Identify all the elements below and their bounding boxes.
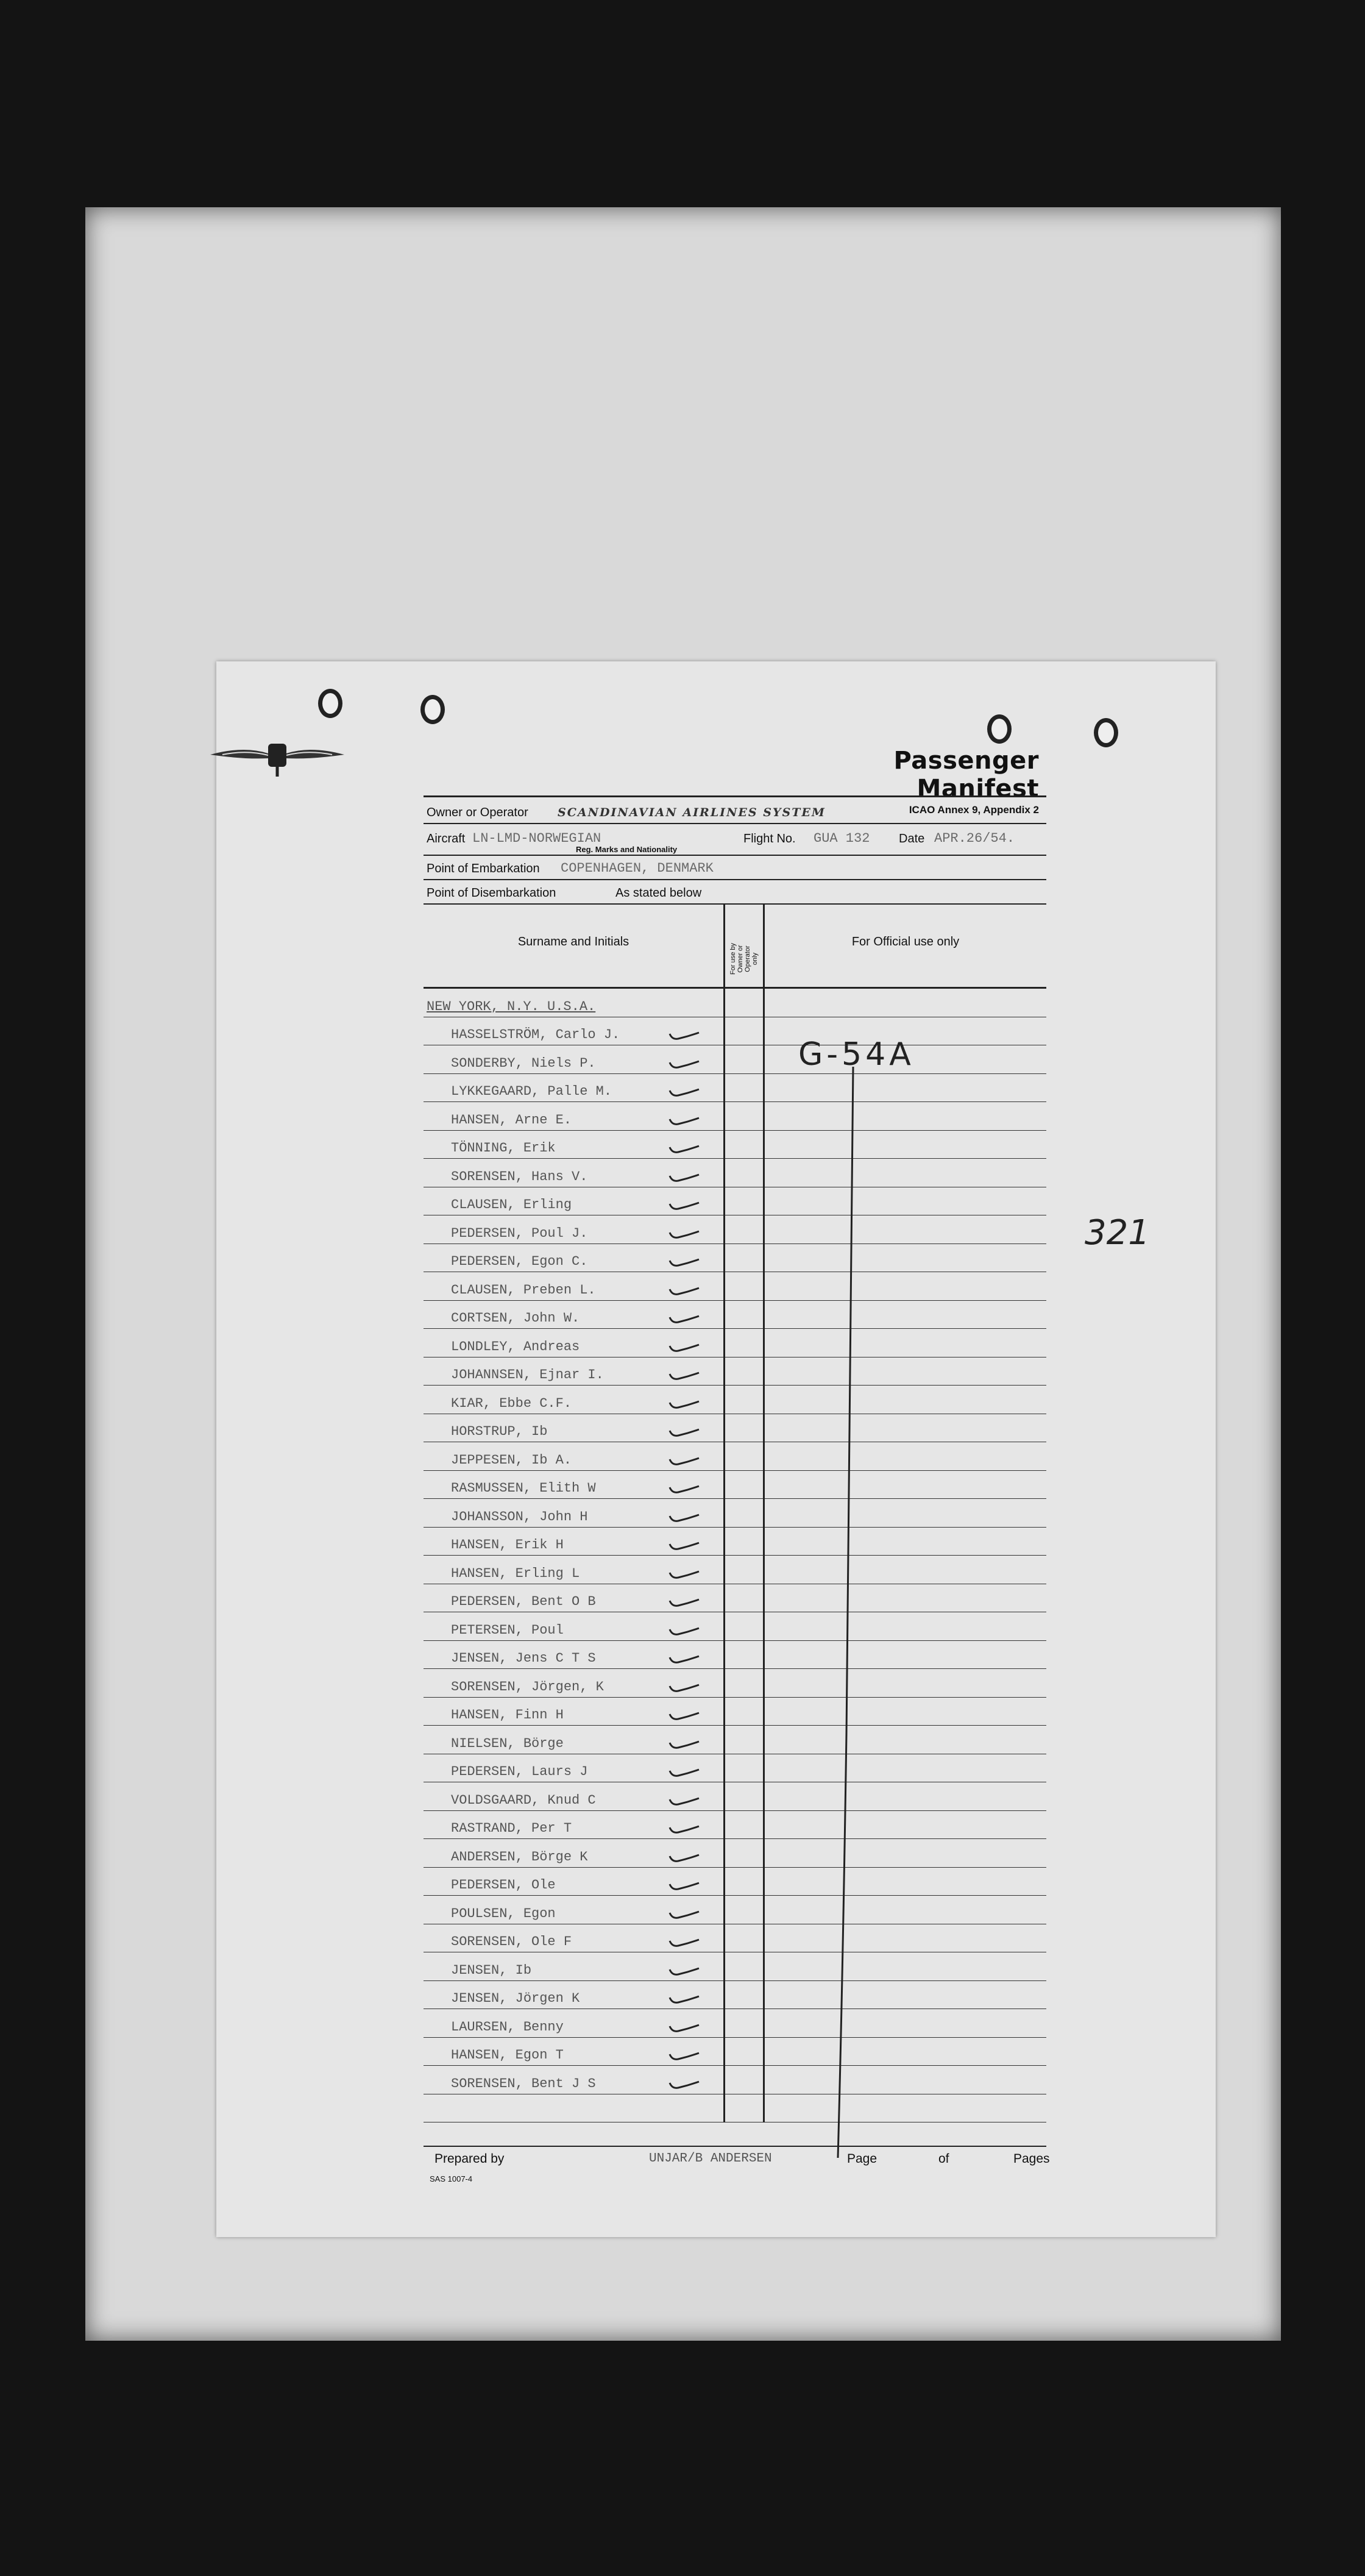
table-row [424, 1414, 1046, 1443]
passenger-name: CORTSEN, John W. [451, 1311, 580, 1326]
table-row [424, 1698, 1046, 1726]
passenger-name: JOHANSSON, John H [451, 1509, 588, 1525]
table-row [424, 1839, 1046, 1868]
table-row [424, 1669, 1046, 1698]
passenger-name: HANSEN, Finn H [451, 1707, 564, 1723]
passenger-name: TÖNNING, Erik [451, 1140, 556, 1156]
date-value: APR.26/54. [934, 831, 1015, 846]
checkmark-icon [667, 1115, 701, 1126]
checkmark-icon [667, 1597, 701, 1608]
table-row [424, 1357, 1046, 1386]
checkmark-icon [667, 1654, 701, 1665]
table-row [424, 1896, 1046, 1924]
handwritten-vertical-line [832, 1064, 868, 2161]
column-headers [424, 905, 1046, 989]
table-row [424, 1102, 1046, 1131]
embark-label: Point of Embarkation [427, 862, 540, 875]
owner-value: SCANDINAVIAN AIRLINES SYSTEM [558, 806, 826, 819]
checkmark-icon [667, 1569, 701, 1580]
table-row [424, 1131, 1046, 1159]
checkmark-icon [667, 2051, 701, 2062]
table-row [424, 1442, 1046, 1471]
passenger-name: PEDERSEN, Poul J. [451, 1225, 588, 1241]
passenger-table [424, 989, 1046, 2122]
checkmark-icon [667, 1484, 701, 1495]
table-row [424, 1017, 1046, 1046]
checkmark-icon [667, 2079, 701, 2090]
passenger-name: SORENSEN, Bent J S [451, 2076, 596, 2091]
passenger-name: ANDERSEN, Börge K [451, 1849, 588, 1865]
passenger-name: HANSEN, Erik H [451, 1537, 564, 1553]
punch-hole [987, 714, 1012, 744]
passenger-name: PEDERSEN, Laurs J [451, 1764, 588, 1779]
page-subtitle: ICAO Annex 9, Appendix 2 [909, 804, 1039, 816]
checkmark-icon [667, 1626, 701, 1637]
passenger-name: JENSEN, Jens C T S [451, 1651, 596, 1666]
passenger-name: JENSEN, Ib [451, 1962, 532, 1978]
aircraft-row [424, 824, 1046, 856]
table-row [424, 1612, 1046, 1641]
owner-label: Owner or Operator [427, 806, 528, 819]
table-row [424, 1811, 1046, 1840]
punch-hole [318, 689, 342, 718]
checkmark-icon [667, 1852, 701, 1863]
disembark-label: Point of Disembarkation [427, 886, 556, 900]
checkmark-icon [667, 1144, 701, 1155]
passenger-name: JOHANNSEN, Ejnar I. [451, 1367, 604, 1382]
passenger-name: HANSEN, Erling L [451, 1565, 580, 1581]
passenger-name: HORSTRUP, Ib [451, 1424, 548, 1439]
table-row [424, 1641, 1046, 1670]
table-row [424, 1187, 1046, 1216]
passenger-name: SONDERBY, Niels P. [451, 1055, 596, 1071]
column-divider [723, 905, 725, 987]
checkmark-icon [667, 1370, 701, 1381]
passenger-name: SORENSEN, Jörgen, K [451, 1679, 604, 1695]
of-label: of [938, 2152, 949, 2166]
passenger-name: PEDERSEN, Bent O B [451, 1594, 596, 1609]
pages-label: Pages [1013, 2152, 1050, 2166]
passenger-name: SORENSEN, Hans V. [451, 1169, 588, 1184]
passenger-name: HANSEN, Arne E. [451, 1112, 572, 1128]
airline-logo-icon [207, 730, 347, 782]
checkmark-icon [667, 2023, 701, 2033]
checkmark-icon [667, 1456, 701, 1467]
form-code: SAS 1007-4 [430, 2174, 473, 2183]
checkmark-icon [667, 1824, 701, 1835]
table-row [424, 1952, 1046, 1981]
passenger-name: PEDERSEN, Egon C. [451, 1254, 588, 1269]
passenger-name: RASMUSSEN, Elith W [451, 1481, 596, 1496]
margin-handwritten-number: 321 [1085, 1213, 1150, 1253]
checkmark-icon [667, 1286, 701, 1297]
prepared-label: Prepared by [434, 2152, 505, 2166]
column-divider [763, 989, 765, 2122]
table-row [424, 1726, 1046, 1754]
checkmark-icon [667, 1796, 701, 1807]
table-row [424, 1782, 1046, 1811]
table-row [424, 1556, 1046, 1584]
passenger-name: LAURSEN, Benny [451, 2019, 564, 2035]
checkmark-icon [667, 1229, 701, 1240]
punch-hole [1094, 718, 1118, 747]
flight-value: GUA 132 [814, 831, 870, 846]
checkmark-icon [667, 1909, 701, 1920]
official-handwritten-note: G-54A [798, 1036, 915, 1073]
punch-hole [420, 695, 445, 724]
checkmark-icon [667, 1540, 701, 1551]
checkmark-icon [667, 1030, 701, 1041]
flight-label: Flight No. [743, 832, 796, 845]
aircraft-sublabel: Reg. Marks and Nationality [576, 845, 678, 854]
table-row [424, 1528, 1046, 1556]
passenger-name: RASTRAND, Per T [451, 1821, 572, 1836]
table-row [424, 1386, 1046, 1414]
table-row [424, 1272, 1046, 1301]
table-row [424, 2009, 1046, 2038]
checkmark-icon [667, 1512, 701, 1523]
checkmark-icon [667, 1200, 701, 1211]
table-row [424, 1868, 1046, 1896]
table-row [424, 1981, 1046, 2010]
checkmark-icon [667, 1059, 701, 1070]
disembark-row [424, 880, 1046, 905]
passenger-name: CLAUSEN, Preben L. [451, 1282, 596, 1298]
passenger-name: LYKKEGAARD, Palle M. [451, 1084, 612, 1099]
checkmark-icon [667, 1994, 701, 2005]
passenger-name: PETERSEN, Poul [451, 1622, 564, 1638]
table-row [424, 1045, 1046, 1074]
passenger-name: PEDERSEN, Ole [451, 1877, 556, 1893]
table-row [424, 1244, 1046, 1273]
page-label: Page [847, 2152, 878, 2166]
embark-value: COPENHAGEN, DENMARK [561, 861, 714, 876]
table-row [424, 1159, 1046, 1187]
passenger-name: KIAR, Ebbe C.F. [451, 1395, 572, 1411]
table-row [424, 1074, 1046, 1103]
footer [424, 2146, 1050, 2183]
table-row [424, 1584, 1046, 1613]
table-row [424, 1754, 1046, 1783]
checkmark-icon [667, 1087, 701, 1098]
passenger-name: POULSEN, Egon [451, 1905, 556, 1921]
table-row [424, 2066, 1046, 2094]
checkmark-icon [667, 1172, 701, 1183]
table-row [424, 1471, 1046, 1500]
checkmark-icon [667, 1880, 701, 1891]
manifest-form [424, 795, 1046, 2122]
destination-text: NEW YORK, N.Y. U.S.A. [427, 998, 596, 1014]
destination-row [424, 989, 1046, 1017]
checkmark-icon [667, 1937, 701, 1948]
passenger-name: LONDLEY, Andreas [451, 1339, 580, 1354]
checkmark-icon [667, 1314, 701, 1325]
aircraft-value: LN-LMD-NORWEGIAN [472, 831, 601, 846]
surname-column-header: Surname and Initials [517, 935, 629, 948]
passenger-name: VOLDSGAARD, Knud C [451, 1792, 596, 1808]
checkmark-icon [667, 1966, 701, 1977]
checkmark-icon [667, 1710, 701, 1721]
checkmark-icon [667, 1257, 701, 1268]
blank-row [424, 2094, 1046, 2123]
disembark-value: As stated below [615, 886, 702, 900]
page-title: Passenger Manifest [893, 747, 1039, 803]
official-column-header: For Official use only [851, 935, 960, 948]
passenger-name: JENSEN, Jörgen K [451, 1991, 580, 2006]
checkmark-icon [667, 1739, 701, 1750]
table-row [424, 2038, 1046, 2066]
passenger-name: HANSEN, Egon T [451, 2048, 564, 2063]
prepared-value: UNJAR/B ANDERSEN [649, 2152, 772, 2166]
checkmark-icon [667, 1682, 701, 1693]
passenger-name: CLAUSEN, Erling [451, 1197, 572, 1212]
table-row [424, 1924, 1046, 1953]
checkmark-icon [667, 1767, 701, 1778]
table-row [424, 1215, 1046, 1244]
aircraft-label: Aircraft [427, 832, 466, 845]
table-row [424, 1499, 1046, 1528]
checkmark-icon [667, 1399, 701, 1410]
passenger-name: HASSELSTRÖM, Carlo J. [451, 1027, 620, 1042]
owner-row [424, 797, 1046, 824]
passenger-name: SORENSEN, Ole F [451, 1934, 572, 1949]
owner-use-column-header: For use by Owner or Operator only [729, 943, 759, 975]
checkmark-icon [667, 1342, 701, 1353]
date-label: Date [899, 832, 925, 845]
passenger-name: JEPPESEN, Ib A. [451, 1452, 572, 1468]
embark-row [424, 856, 1046, 880]
column-divider [723, 989, 725, 2122]
table-row [424, 1329, 1046, 1357]
passenger-name: NIELSEN, Börge [451, 1735, 564, 1751]
table-row [424, 1301, 1046, 1329]
checkmark-icon [667, 1427, 701, 1438]
